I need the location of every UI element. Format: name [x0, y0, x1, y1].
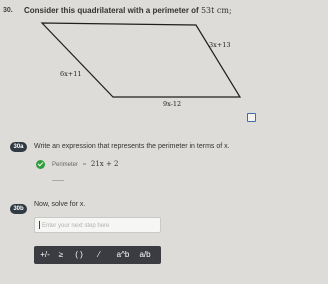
exponent-button[interactable]: a^b	[116, 250, 130, 259]
parentheses-button[interactable]: ( )	[75, 250, 83, 259]
side-label-right: 3x+13	[209, 41, 231, 49]
math-toolbar	[34, 246, 161, 264]
text-caret	[39, 221, 40, 229]
answer-label: Perimeter	[52, 162, 79, 168]
question-number: 30.	[3, 7, 13, 14]
part-b-text: Now, solve for x.	[34, 201, 86, 208]
part-a-answer	[52, 160, 119, 168]
divider	[52, 180, 64, 181]
input-placeholder: Enter your next step here	[42, 223, 110, 229]
answer-expression: 21x + 2	[90, 160, 119, 168]
side-label-left: 6x+11	[60, 70, 82, 78]
expand-icon[interactable]	[247, 113, 256, 122]
part-b-badge: 30b	[10, 204, 27, 214]
divide-button[interactable]: a/b	[139, 250, 151, 259]
part-a-text: Write an expression that represents the perimeter in terms of x.	[34, 143, 230, 150]
fraction-button[interactable]: ⁄	[98, 250, 100, 259]
side-label-bottom: 9x-12	[163, 100, 182, 108]
perimeter-value: 53t cm;	[200, 6, 232, 15]
prompt-text: Consider this quadrilateral with a perimeter of	[24, 6, 199, 15]
plus-minus-button[interactable]: +/-	[40, 250, 50, 259]
quadrilateral-shape	[42, 23, 240, 97]
step-input[interactable]	[34, 217, 161, 233]
check-icon	[36, 160, 45, 169]
part-a-badge: 30a	[10, 142, 27, 152]
answer-equals: =	[82, 162, 87, 168]
greater-equal-button[interactable]: ≥	[58, 250, 64, 259]
